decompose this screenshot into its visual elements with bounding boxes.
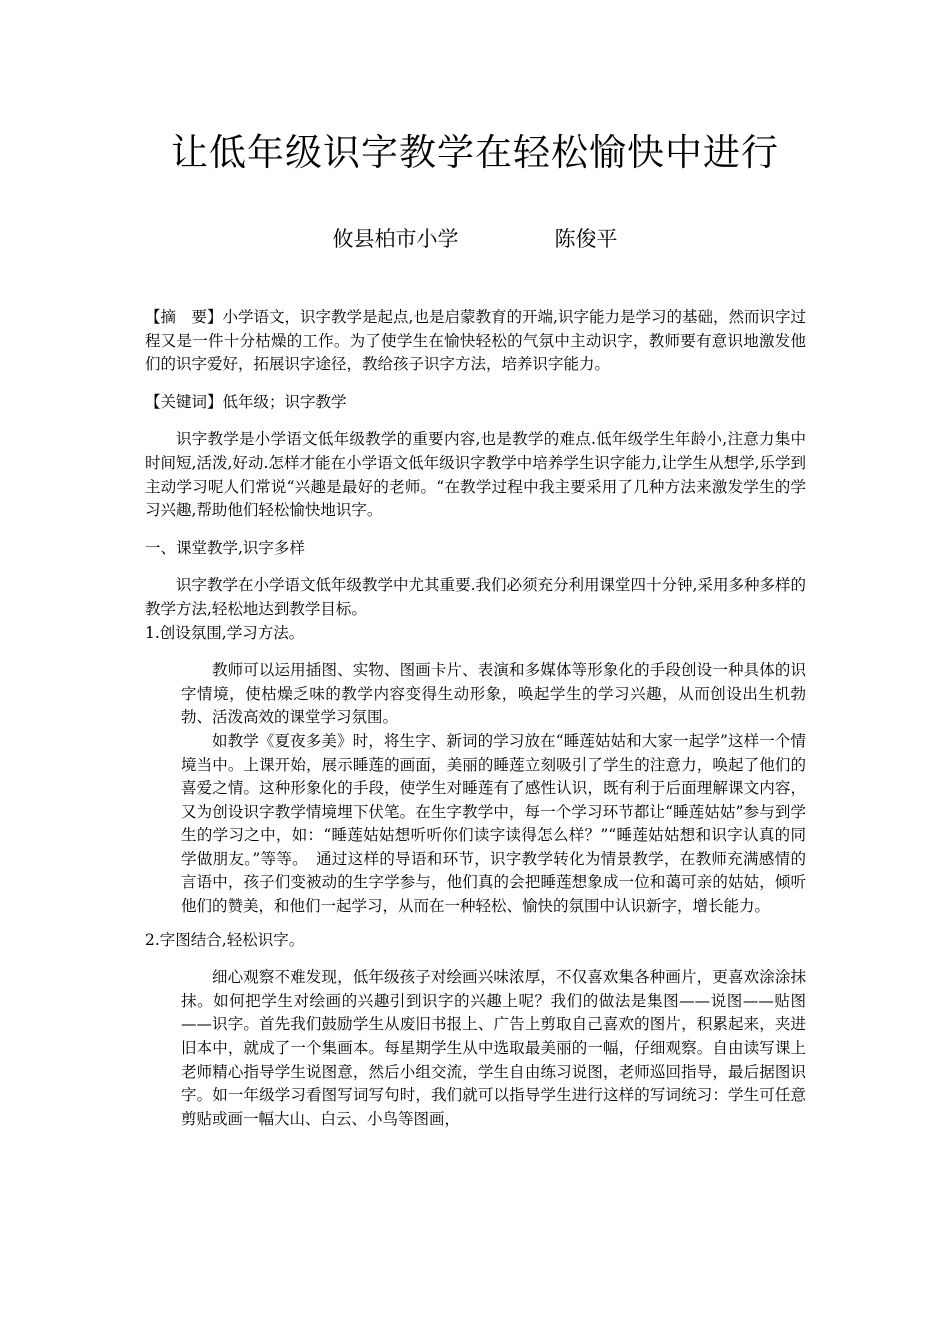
subsection2-heading: 2.字图结合,轻松识字。 — [145, 930, 305, 949]
section1-paragraph: 识字教学在小学语文低年级教学中尤其重要.我们必须充分利用课堂四十分钟,采用多种多样的教学方法,轻松地达到教学目标。 — [145, 576, 806, 618]
subsection1-heading: 1.创设氛围,学习方法。 — [145, 623, 305, 642]
keywords-label: 【关键词】 — [145, 392, 223, 411]
school-name: 攸县柏市小学 — [332, 227, 459, 251]
section1-heading: 一、课堂教学,识字多样 — [145, 538, 305, 557]
keywords — [145, 391, 806, 415]
document-body — [145, 306, 806, 1131]
subsection2-paragraph1: 细心观察不难发现，低年级孩子对绘画兴味浓厚，不仅喜欢集各种画片，更喜欢涂涂抹抹。如何把学生对绘画的兴趣引到识字的兴趣上呢？我们的做法是集图——说图——贴图——识字。首先我们鼓励学生从废旧书报上、广告上剪取自己喜欢的图片，积累起来，夹进旧本中，就成了一个集画本。每星期学生从中选取最美丽的一幅，仔细观察。自由读写课上老师精心指导学生说图意，然后小组交流，学生自由练习说图，老师巡回指导，最后据图识字。如一年级学习看图写词写句时，我们就可以指导学生进行这样的写词统习：学生可任意剪贴或画一幅大山、白云、小鸟等图画， — [181, 968, 806, 1128]
keywords-text: 低年级；识字教学 — [222, 392, 347, 411]
abstract-text: 小学语文，识字教学是起点,也是启蒙教育的开端,识字能力是学习的基础，然而识字过程又是一件十分枯燥的工作。为了使学生在愉快轻松的气氛中主动识字，教师要有意识地激发他们的识字爱好，拓展识字途径，教给孩子识字方法，培养识字能力。 — [145, 308, 806, 374]
abstract — [145, 306, 806, 377]
subsection2-block — [145, 966, 806, 1131]
intro-paragraph: 识字教学是小学语文低年级教学的重要内容,也是教学的难点.低年级学生年龄小,注意力集中时间短,活泼,好动.怎样才能在小学语文低年级识字教学中培养学生识字能力,让学生从想学,乐学到主动学习呢人们常说“兴趣是最好的老师。“在教学过程中我主要采用了几种方法来激发学生的学习兴趣,帮助他们轻松愉快地识字。 — [145, 430, 806, 520]
document-title: 让低年级识字教学在轻松愉快中进行 — [171, 131, 779, 174]
subsection1-paragraph1: 教师可以运用插图、实物、图画卡片、表演和多媒体等形象化的手段创设一种具体的识字情境，使枯燥乏味的教学内容变得生动形象，唤起学生的学习兴趣，从而创设出生机勃勃、活泼高效的课堂学习氛围。 — [181, 661, 806, 727]
subsection1-block — [145, 659, 806, 919]
abstract-label: 【摘 要】 — [145, 308, 223, 326]
subsection1-paragraph2: 如教学《夏夜多美》时，将生字、新词的学习放在“睡莲姑姑和大家一起学”这样一个情境当中。上课开始，展示睡莲的画面，美丽的睡莲立刻吸引了学生的注意力，唤起了他们的喜爱之情。这种形象化的手段，使学生对睡莲有了感性认识，既有利于后面理解课文内容，又为创设识字教学情境埋下伏笔。在生字教学中，每一个学习环节都让“睡莲姑姑”参与到学生的学习之中，如：“睡莲姑姑想听听你们读字读得怎么样？”“睡莲姑姑想和识字认真的同学做朋友。”等等。 通过这样的导语和环节，识字教学转化为情景教学，在教师充满感情的言语中，孩子们变被动的生字学参与，他们真的会把睡莲想象成一位和蔼可亲的姑姑，倾听他们的赞美，和他们一起学习，从而在一种轻松、愉快的氛围中认识新字，增长能力。 — [181, 731, 806, 916]
author-name: 陈俊平 — [554, 227, 618, 251]
byline — [0, 224, 950, 254]
